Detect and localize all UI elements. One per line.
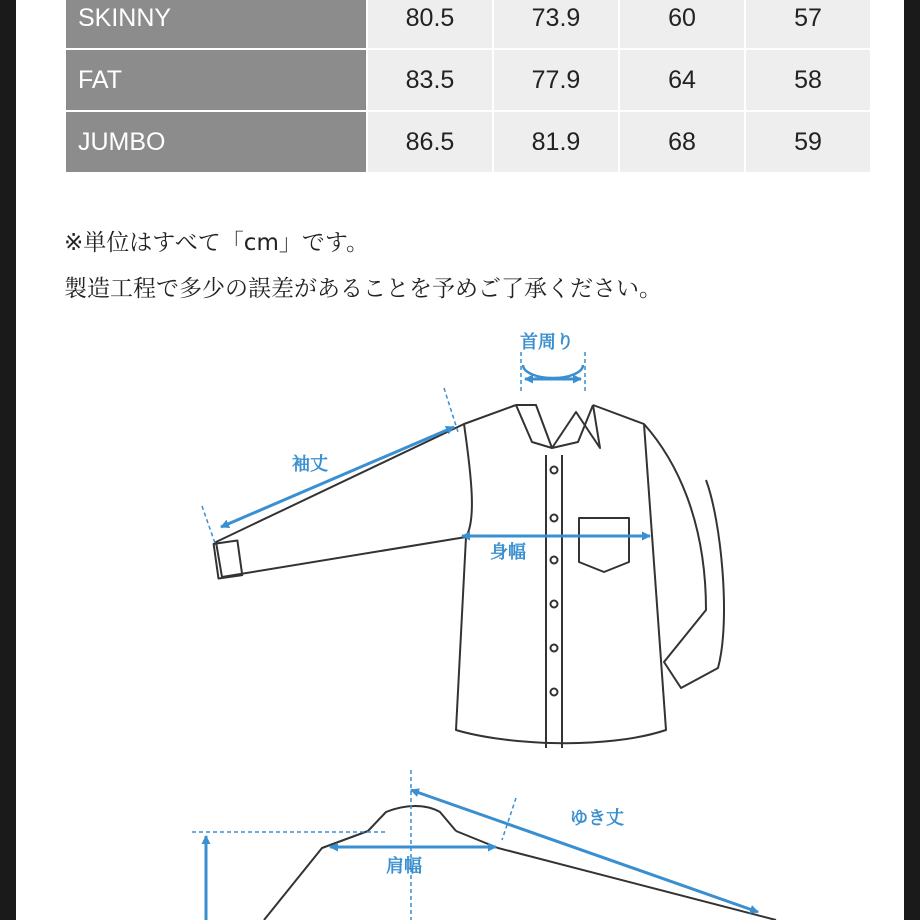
size-cell: 80.5: [368, 0, 492, 48]
size-cell: 77.9: [494, 50, 618, 110]
product-page: [16, 0, 904, 920]
size-row-label: JUMBO: [66, 112, 366, 172]
shirt-front-illustration: [214, 405, 724, 748]
yuki-length-label: ゆき丈: [570, 808, 624, 829]
size-cell: 73.9: [494, 0, 618, 48]
size-cell: 60: [620, 0, 744, 48]
measurement-dashed-guides: [192, 352, 585, 920]
size-row-label: FAT: [66, 50, 366, 110]
sleeve-length-label: 袖丈: [292, 454, 328, 475]
size-cell: 64: [620, 50, 744, 110]
tolerance-note: 製造工程で多少の誤差があることを予めご了承ください。: [64, 276, 662, 302]
size-cell: 58: [746, 50, 870, 110]
size-cell: 86.5: [368, 112, 492, 172]
shoulder-width-label: 肩幅: [386, 856, 422, 877]
shirt-buttons: [551, 467, 558, 696]
size-cell: 83.5: [368, 50, 492, 110]
size-cell: 57: [746, 0, 870, 48]
size-cell: 68: [620, 112, 744, 172]
neck-label: 首周り: [520, 332, 574, 353]
unit-note: ※単位はすべて「cm」です。: [64, 230, 370, 256]
shirt-back-illustration: [264, 806, 776, 920]
size-cell: 81.9: [494, 112, 618, 172]
shirt-measurement-diagram: [16, 0, 904, 920]
chest-width-label: 身幅: [490, 542, 526, 563]
measurement-guides: [206, 365, 758, 920]
size-row-label: SKINNY: [66, 0, 366, 48]
size-cell: 59: [746, 112, 870, 172]
